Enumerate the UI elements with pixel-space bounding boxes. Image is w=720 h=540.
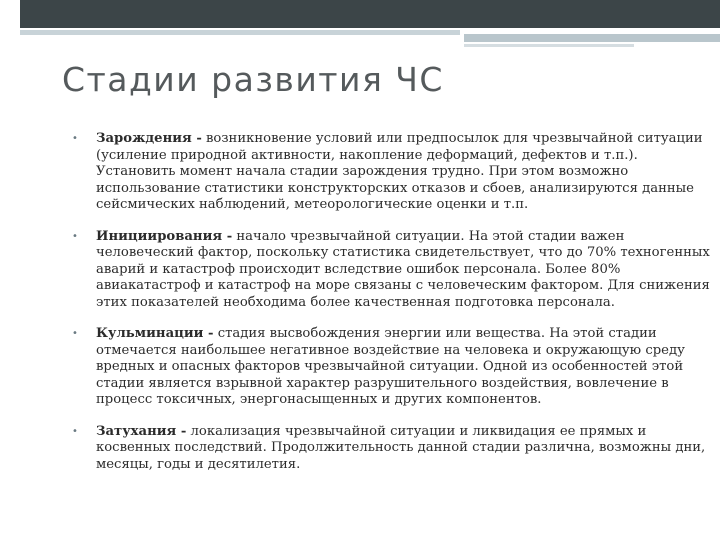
stage-term: Зарождения - — [96, 131, 202, 146]
bullet-icon: • — [72, 425, 78, 437]
bullet-item-origin — [72, 131, 717, 214]
stage-term: Затухания - — [96, 423, 187, 439]
header-accent-block — [464, 34, 720, 42]
stage-term: Инициирования - — [96, 228, 233, 244]
stage-description: локализация чрезвычайной ситуации и ликвидация ее прямых и косвенных последствий. Продолжительность данной стадии различна, возможны дни, месяцы, годы и десятилетия. — [96, 423, 706, 472]
stage-description: начало чрезвычайной ситуации. На этой стадии важен человеческий фактор, поскольку статистика свидетельствует, что до 70% техногенных аварий и катастроф происходит вследствие ошибок персонала. Более 80% авиакатастроф и катастроф на море связаны с человеческим фактором. Для снижения этих показателей необходима более качественная подготовка персонала. — [96, 228, 710, 310]
header-accent-line — [20, 30, 460, 35]
header-bar — [20, 0, 720, 28]
stage-term: Кульминации - — [96, 326, 214, 341]
bullet-list — [72, 131, 717, 488]
bullet-item-attenuation — [72, 424, 717, 474]
bullet-item-initiation — [72, 229, 717, 312]
slide-title: Стадии развития ЧС — [62, 60, 444, 99]
bullet-item-culmination — [72, 326, 717, 409]
stage-description: стадия высвобождения энергии или вещества. На этой стадии отмечается наибольшее негативное воздействие на человека и окружающую среду вредных и опасных факторов чрезвычайной ситуации. Одной из особенностей этой стадии является взрывной характер разрушительного воздействия, вовлечение в процесс токсичных, энергонасыщенных и других компонентов. — [96, 326, 685, 407]
bullet-icon: • — [72, 133, 78, 144]
bullet-icon: • — [72, 230, 78, 242]
header-accent-thin-line — [464, 44, 634, 47]
bullet-icon: • — [72, 328, 78, 339]
stage-description: возникновение условий или предпосылок для чрезвычайной ситуации (усиление природной активности, накопление деформаций, дефектов и т.п.). Установить момент начала стадии зарождения трудно. При этом возможно использование статистики конструкторских отказов и сбоев, анализируются данные сейсмических наблюдений, метеорологические оценки и т.п. — [96, 131, 703, 212]
